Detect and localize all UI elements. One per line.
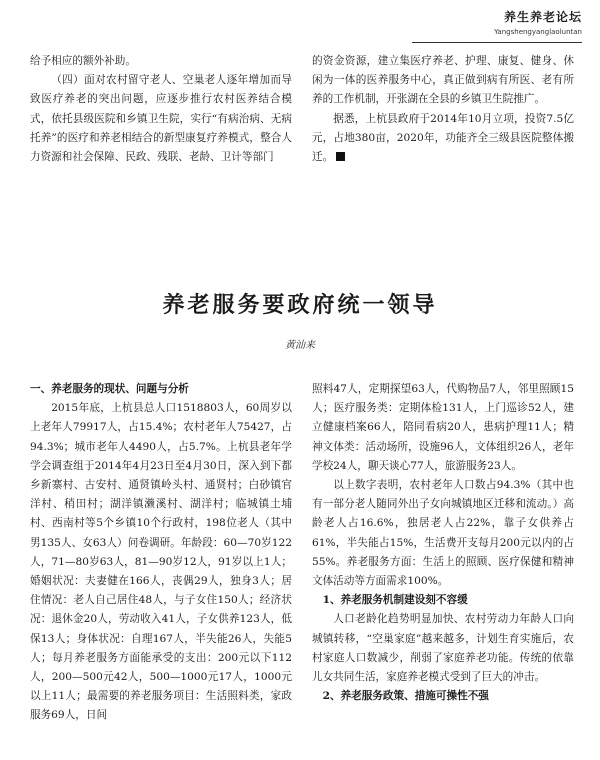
paragraph: 的资金资源，建立集医疗养老、护理、康复、健身、休闲为一体的医养服务中心，真正做到病有所医、老有所养的工作机制，开张湖在全县的乡镇卫生院推广。 (312, 55, 574, 106)
paragraph: 给予相应的额外补助。 (30, 55, 136, 67)
top-left-column (30, 52, 292, 167)
paragraph: 以上数字表明，农村老年人口数占94.3%（其中也有一部分老人随同外出子女向城镇地区迁移和流动。）高龄老人占16.6%，独居老人占22%，靠子女供养占61%，半失能占15%，生活费开支每月200元以内的占55%。养老服务方面：生活上的照顾、医疗保健和精神文体活动等方面需求100%。 (312, 479, 574, 588)
sub-heading: 1、养老服务机制建设刻不容缓 (322, 594, 468, 607)
top-right-column (312, 52, 574, 167)
header-rule (412, 42, 582, 43)
paragraph: （四）面对农村留守老人、空巢老人逐年增加而导致医疗养老的突出问题，应逐步推行农村医养结合模式，依托县级医院和乡镇卫生院，实行“有病治病、无病托养”的医疗和养老相结合的新型康复疗养模式，整合人力资源和社会保障、民政、残联、老龄、卫计等部门 (30, 74, 292, 164)
paragraph: 照料47人，定期探望63人，代购物品7人，邻里照顾15人；医疗服务类：定期体检131人，上门巡诊52人，建立健康档案66人，陪同看病20人，患病护理11人；精神文体类：活动场所，设施96人，文体组织26人，老年学校24人，聊天谈心77人，旅游服务23人。 (312, 383, 574, 472)
bottom-right-column (312, 380, 574, 706)
paragraph (312, 110, 574, 168)
end-mark (336, 152, 345, 161)
article-author: 黄汕来 (285, 340, 315, 351)
section-heading: 一、养老服务的现状、问题与分析 (30, 383, 189, 395)
paragraph: 2015年底，上杭县总人口1518803人，60周岁以上老年人79917人，占15.4%；农村老年人75427，占94.3%；城市老年人4490人，占5.7%。上杭县老年学学会调查组于2014年4月23日至4月30日，深入到下都乡新寨村、古安村、通贤镇岭头村、通贤村；白砂镇官洋村、稍田村；湖洋镇濑溪村、湖洋村；临城镇土埔村、西南村等5个乡镇10个行政村，198位老人（其中男135人、女63人）问卷调研。年龄段：60—70岁122人，71—80岁63人，81—90岁12人，91岁以上1人；婚姻状况：夫妻健在166人，丧偶29人，独身3人；居住情况：老人自己居住48人，与子女住150人；经济状况：退休金20人，劳动收入41人，子女供养123人，低保13人；身体状况：自理167人，半失能26人，失能5人；每月养老服务方面能承受的支出：200元以下112人，200—500元42人，500—1000元17人，1000元以上11人；最需要的养老服务项目：生活照料类，家政服务69人，日间 (30, 402, 292, 722)
sub-heading: 2、养老服务政策、措施可操性不强 (322, 690, 489, 703)
column-title: 养生养老论坛 (503, 10, 582, 24)
article-title: 养老服务要政府统一领导 (162, 292, 438, 318)
page-header (412, 8, 582, 48)
paragraph: 人口老龄化趋势明显加快、农村劳动力年龄人口向城镇转移，“空巢家庭”越来越多，计划生育实施后，农村家庭人口数减少，削弱了家庭养老功能。传统的依靠儿女共同生活，家庭养老模式受到了巨大的冲击。 (312, 613, 574, 684)
paragraph-text: 据悉，上杭县政府于2014年10月立项，投资7.5亿元，占地380亩，2020年，功能齐全三级县医院整体搬迁。 (312, 112, 574, 164)
bottom-left-column (30, 380, 292, 726)
column-pinyin: Yangshengyanglaoluntan (494, 28, 582, 36)
